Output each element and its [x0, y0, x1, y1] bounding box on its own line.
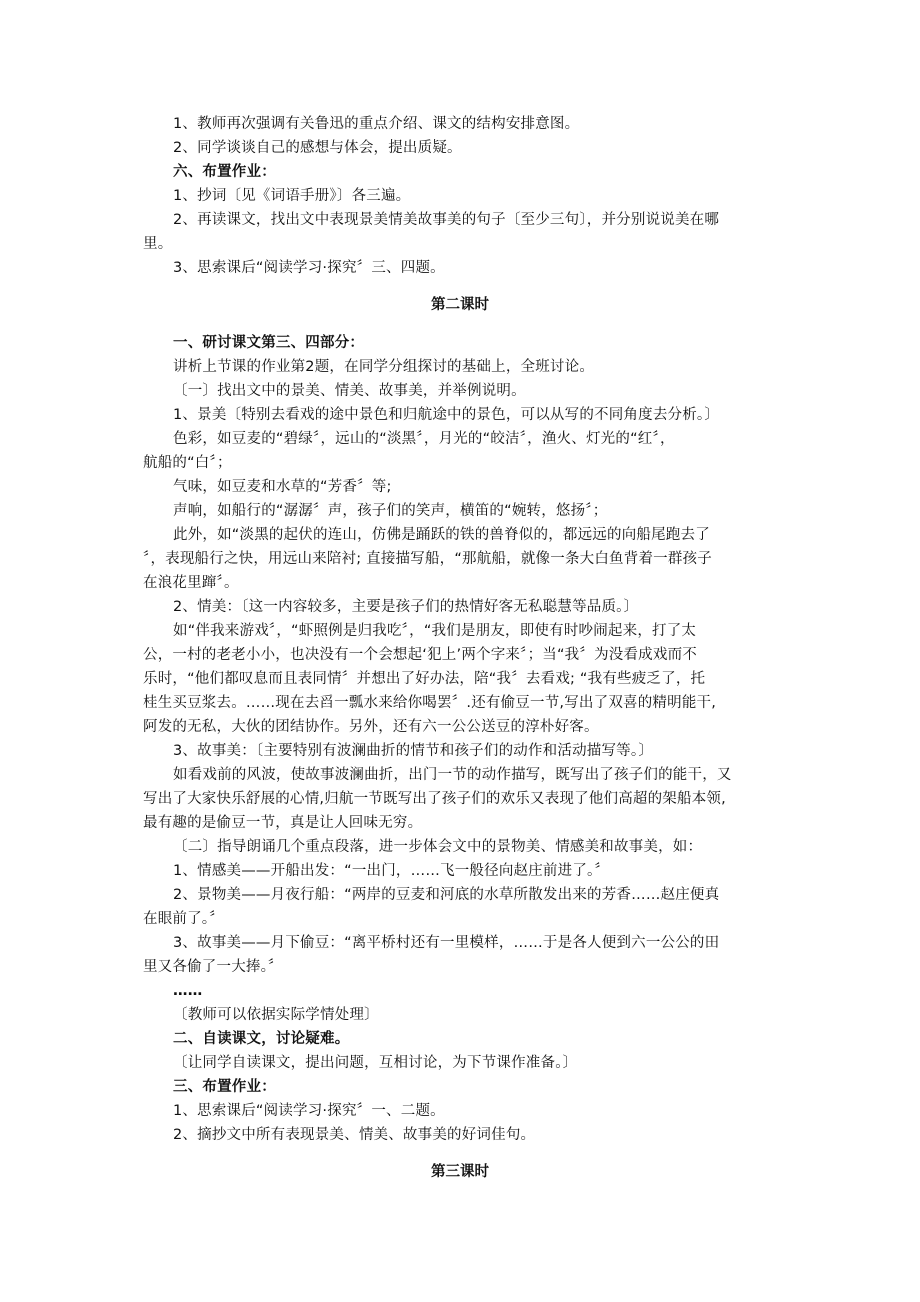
paragraph-line: 公，一村的老老小小，也决没有一个会想起‘犯上’两个字来〞；当“我〞为没看成戏而不 — [143, 647, 697, 663]
paragraph-line: 航船的“白〞； — [143, 455, 232, 471]
paragraph-line: 桂生买豆浆去。……现在去舀一瓢水来给你喝罢〞.还有偷豆一节,写出了双喜的精明能干, — [143, 695, 717, 711]
paragraph-line: 乐时，“他们都叹息而且表同情〞并想出了好办法，陪“我〞去看戏; “我有些疲乏了，托 — [143, 671, 706, 687]
lesson-title: 第三课时 — [431, 1164, 489, 1180]
paragraph-line: 写出了大家快乐舒展的心情,归航一节既写出了孩子们的欢乐又表现了他们高超的架船本领, — [143, 791, 726, 807]
ellipsis-line: …… — [173, 983, 203, 999]
paragraph-line: 〔教师可以依据实际学情处理〕 — [173, 1007, 379, 1023]
paragraph-line: 3、故事美——月下偷豆：“离平桥村还有一里模样，……于是各人便到六一公公的田 — [173, 935, 720, 951]
paragraph-line: 1、景美〔特别去看戏的途中景色和归航途中的景色，可以从写的不同角度去分析。〕 — [173, 407, 720, 423]
section-heading: 一、研讨课文第三、四部分： — [173, 335, 365, 351]
paragraph-line: 如看戏前的风波，使故事波澜曲折，出门一节的动作描写，既写出了孩子们的能干，又 — [173, 767, 732, 783]
paragraph-line: 1、情感美——开船出发：“一出门，……飞一般径向赵庄前进了。〞 — [173, 863, 610, 879]
paragraph-line: 3、思索课后“阅读学习·探究〞三、四题。 — [173, 260, 445, 276]
section-heading: 二、自读课文，讨论疑难。 — [173, 1031, 350, 1047]
paragraph-line: 气味，如豆麦和水草的“芳香〞等; — [173, 479, 392, 495]
paragraph-line: 〔一〕找出文中的景美、情美、故事美，并举例说明。 — [173, 383, 526, 399]
paragraph-line: 2、摘抄文中所有表现景美、情美、故事美的好词佳句。 — [173, 1127, 536, 1143]
paragraph-line: 1、抄词〔见《词语手册》〕各三遍。 — [173, 188, 411, 204]
paragraph-line: 讲析上节课的作业第2题，在同学分组探讨的基础上，全班讨论。 — [173, 359, 595, 375]
paragraph-line: 3、故事美：〔主要特别有波澜曲折的情节和孩子们的动作和活动描写等。〕 — [173, 743, 654, 759]
paragraph-line: 2、同学谈谈自己的感想与体会，提出质疑。 — [173, 140, 462, 156]
paragraph-line: 1、思索课后“阅读学习·探究〞一、二题。 — [173, 1103, 445, 1119]
paragraph-line: 2、再读课文，找出文中表现景美情美故事美的句子〔至少三句〕，并分别说说美在哪 — [173, 212, 720, 228]
paragraph-line: 里又各偷了一大捧。〞 — [143, 959, 283, 975]
paragraph-line: 色彩，如豆麦的“碧绿〞，远山的“淡黑〞，月光的“皎洁〞，渔火、灯光的“红〞， — [173, 431, 675, 447]
paragraph-line: 如“伴我来游戏〞，“虾照例是归我吃〞，“我们是朋友，即使有时吵闹起来，打了太 — [173, 623, 697, 639]
section-heading: 六、布置作业： — [173, 164, 276, 180]
paragraph-line: 最有趣的是偷豆一节，真是让人回味无穷。 — [143, 815, 423, 831]
paragraph-line: 此外，如“淡黑的起伏的连山，仿佛是踊跃的铁的兽脊似的，都远远的向船尾跑去了 — [173, 527, 710, 543]
paragraph-line: 1、教师再次强调有关鲁迅的重点介绍、课文的结构安排意图。 — [173, 116, 580, 132]
paragraph-line: 〞，表现船行之快，用远山来陪衬; 直接描写船，“那航船，就像一条大白鱼背着一群孩子 — [143, 551, 712, 567]
paragraph-line: 〔让同学自读课文，提出问题，互相讨论，为下节课作准备。〕 — [173, 1055, 578, 1071]
paragraph-line: 〔二〕指导朗诵几个重点段落，进一步体会文中的景物美、情感美和故事美，如： — [173, 839, 703, 855]
section-heading: 三、布置作业： — [173, 1079, 276, 1095]
paragraph-line: 里。 — [143, 236, 173, 252]
lesson-title: 第二课时 — [431, 297, 489, 313]
paragraph-line: 声响，如船行的“潺潺〞声，孩子们的笑声，横笛的“婉转，悠扬〞； — [173, 503, 608, 519]
paragraph-line: 阿发的无私，大伙的团结协作。另外，还有六一公公送豆的淳朴好客。 — [143, 719, 599, 735]
paragraph-line: 2、景物美——月夜行船：“两岸的豆麦和河底的水草所散发出来的芳香……赵庄便真 — [173, 887, 720, 903]
paragraph-line: 2、情美：〔这一内容较多，主要是孩子们的热情好客无私聪慧等品质。〕 — [173, 599, 639, 615]
paragraph-line: 在浪花里蹿〞。 — [143, 575, 239, 591]
paragraph-line: 在眼前了。〞 — [143, 911, 224, 927]
